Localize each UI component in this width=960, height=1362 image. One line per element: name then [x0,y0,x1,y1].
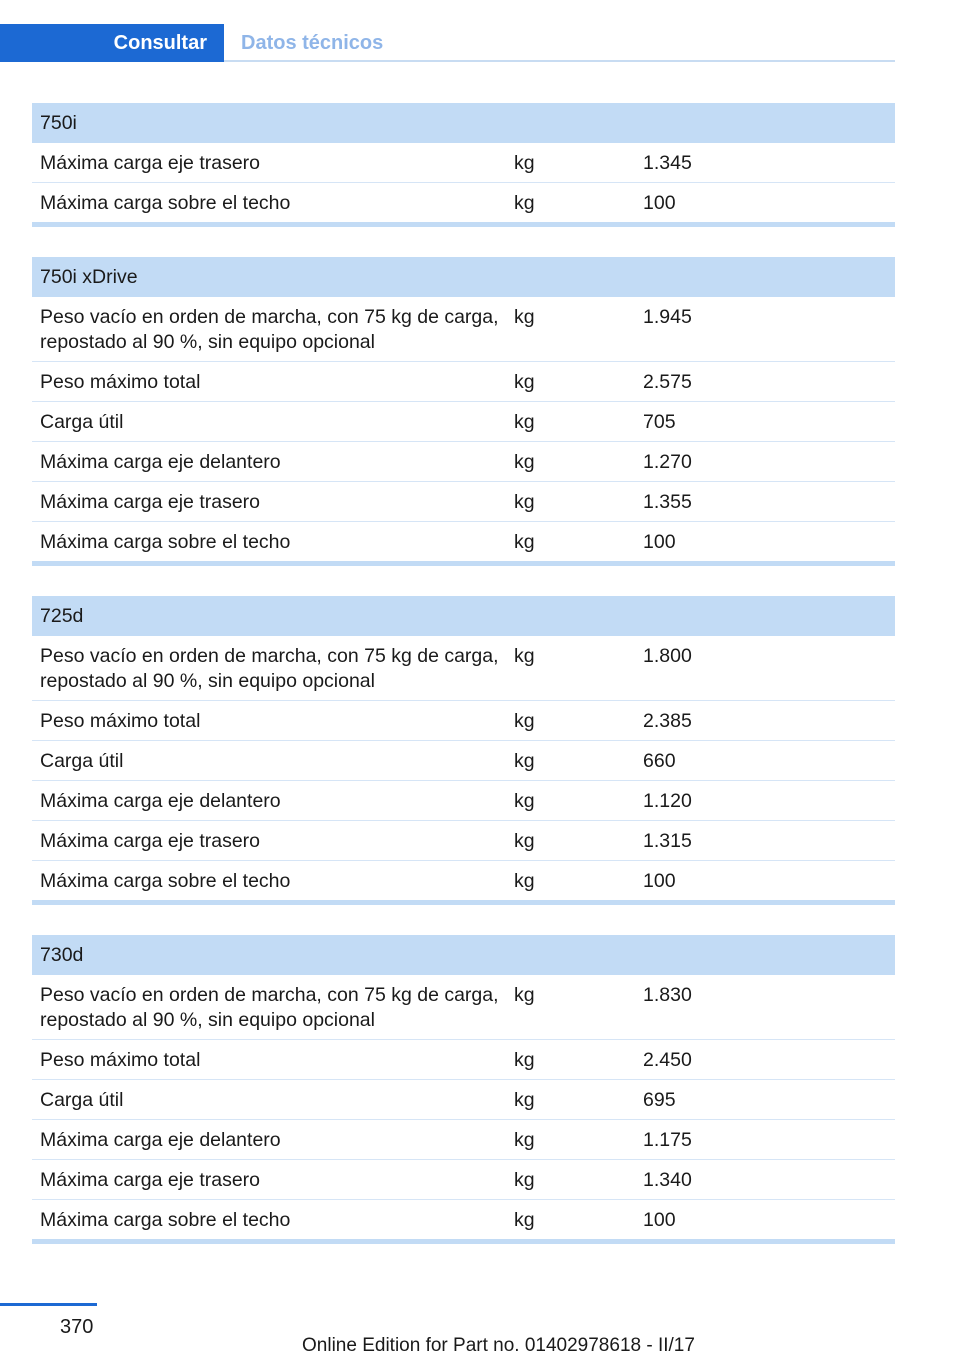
spec-table-725d [32,596,895,905]
spec-table-730d [32,935,895,1244]
row-label: Máxima carga eje delantero [40,1129,281,1151]
row-label: Máxima carga sobre el techo [40,531,291,553]
page-number: 370 [60,1316,94,1338]
row-value: 1.270 [643,451,692,473]
table-row [32,781,895,821]
table-row [32,636,895,701]
table-row [32,402,895,442]
row-unit: kg [514,1089,535,1111]
row-label: Máxima carga sobre el techo [40,1209,291,1231]
row-value: 1.355 [643,491,692,513]
row-unit: kg [514,750,535,772]
table-row [32,482,895,522]
row-unit: kg [514,531,535,553]
row-unit: kg [514,491,535,513]
row-label: Peso máximo total [40,710,201,732]
footer-accent-line [0,1303,97,1306]
table-row [32,442,895,482]
row-label: Peso vacío en orden de marcha, con 75 kg de carga, repostado al 90 %, sin equipo opcional [40,306,499,353]
row-unit: kg [514,1129,535,1151]
row-value: 100 [643,870,676,892]
row-unit: kg [514,984,535,1006]
section-title: 750i [32,103,895,143]
row-label: Carga útil [40,411,124,433]
row-label: Peso vacío en orden de marcha, con 75 kg de carga, repostado al 90 %, sin equipo opcional [40,645,499,692]
row-value: 705 [643,411,676,433]
row-label: Peso vacío en orden de marcha, con 75 kg de carga, repostado al 90 %, sin equipo opcional [40,984,499,1031]
row-unit: kg [514,192,535,214]
tab-datos-tecnicos[interactable]: Datos técnicos [241,31,384,54]
table-row [32,1200,895,1244]
row-value: 100 [643,531,676,553]
spec-table-750i-xdrive [32,257,895,566]
row-label: Máxima carga eje delantero [40,451,281,473]
row-value: 2.575 [643,371,692,393]
row-value: 1.830 [643,984,692,1006]
row-label: Máxima carga sobre el techo [40,870,291,892]
row-unit: kg [514,371,535,393]
row-label: Peso máximo total [40,1049,201,1071]
row-value: 2.450 [643,1049,692,1071]
table-row [32,1040,895,1080]
section-title: 725d [32,596,895,636]
table-row [32,1120,895,1160]
row-unit: kg [514,1209,535,1231]
row-value: 1.340 [643,1169,692,1191]
row-value: 1.800 [643,645,692,667]
row-unit: kg [514,451,535,473]
row-value: 2.385 [643,710,692,732]
row-label: Máxima carga eje trasero [40,830,261,852]
row-label: Carga útil [40,1089,124,1111]
row-unit: kg [514,411,535,433]
table-row [32,861,895,905]
row-unit: kg [514,152,535,174]
row-unit: kg [514,790,535,812]
row-unit: kg [514,1049,535,1071]
row-unit: kg [514,306,535,328]
table-row [32,701,895,741]
table-row [32,522,895,566]
row-value: 100 [643,192,676,214]
row-value: 1.120 [643,790,692,812]
row-label: Carga útil [40,750,124,772]
row-unit: kg [514,710,535,732]
row-value: 695 [643,1089,676,1111]
edition-note: Online Edition for Part no. 01402978618 - II/17 [302,1335,695,1356]
table-row [32,143,895,183]
table-row [32,183,895,227]
row-label: Máxima carga eje delantero [40,790,281,812]
row-unit: kg [514,830,535,852]
row-value: 1.315 [643,830,692,852]
table-row [32,297,895,362]
row-label: Máxima carga sobre el techo [40,192,291,214]
table-row [32,821,895,861]
tab-consultar[interactable]: Consultar [0,24,224,62]
row-value: 1.945 [643,306,692,328]
row-value: 100 [643,1209,676,1231]
table-row [32,741,895,781]
row-value: 660 [643,750,676,772]
table-row [32,1080,895,1120]
section-title: 750i xDrive [32,257,895,297]
row-value: 1.345 [643,152,692,174]
row-value: 1.175 [643,1129,692,1151]
table-row [32,1160,895,1200]
row-unit: kg [514,870,535,892]
row-label: Peso máximo total [40,371,201,393]
table-row [32,975,895,1040]
table-row [32,362,895,402]
row-unit: kg [514,1169,535,1191]
row-label: Máxima carga eje trasero [40,491,261,513]
spec-table-750i [32,103,895,227]
row-label: Máxima carga eje trasero [40,1169,261,1191]
section-title: 730d [32,935,895,975]
page-header [0,24,895,62]
row-label: Máxima carga eje trasero [40,152,261,174]
row-unit: kg [514,645,535,667]
